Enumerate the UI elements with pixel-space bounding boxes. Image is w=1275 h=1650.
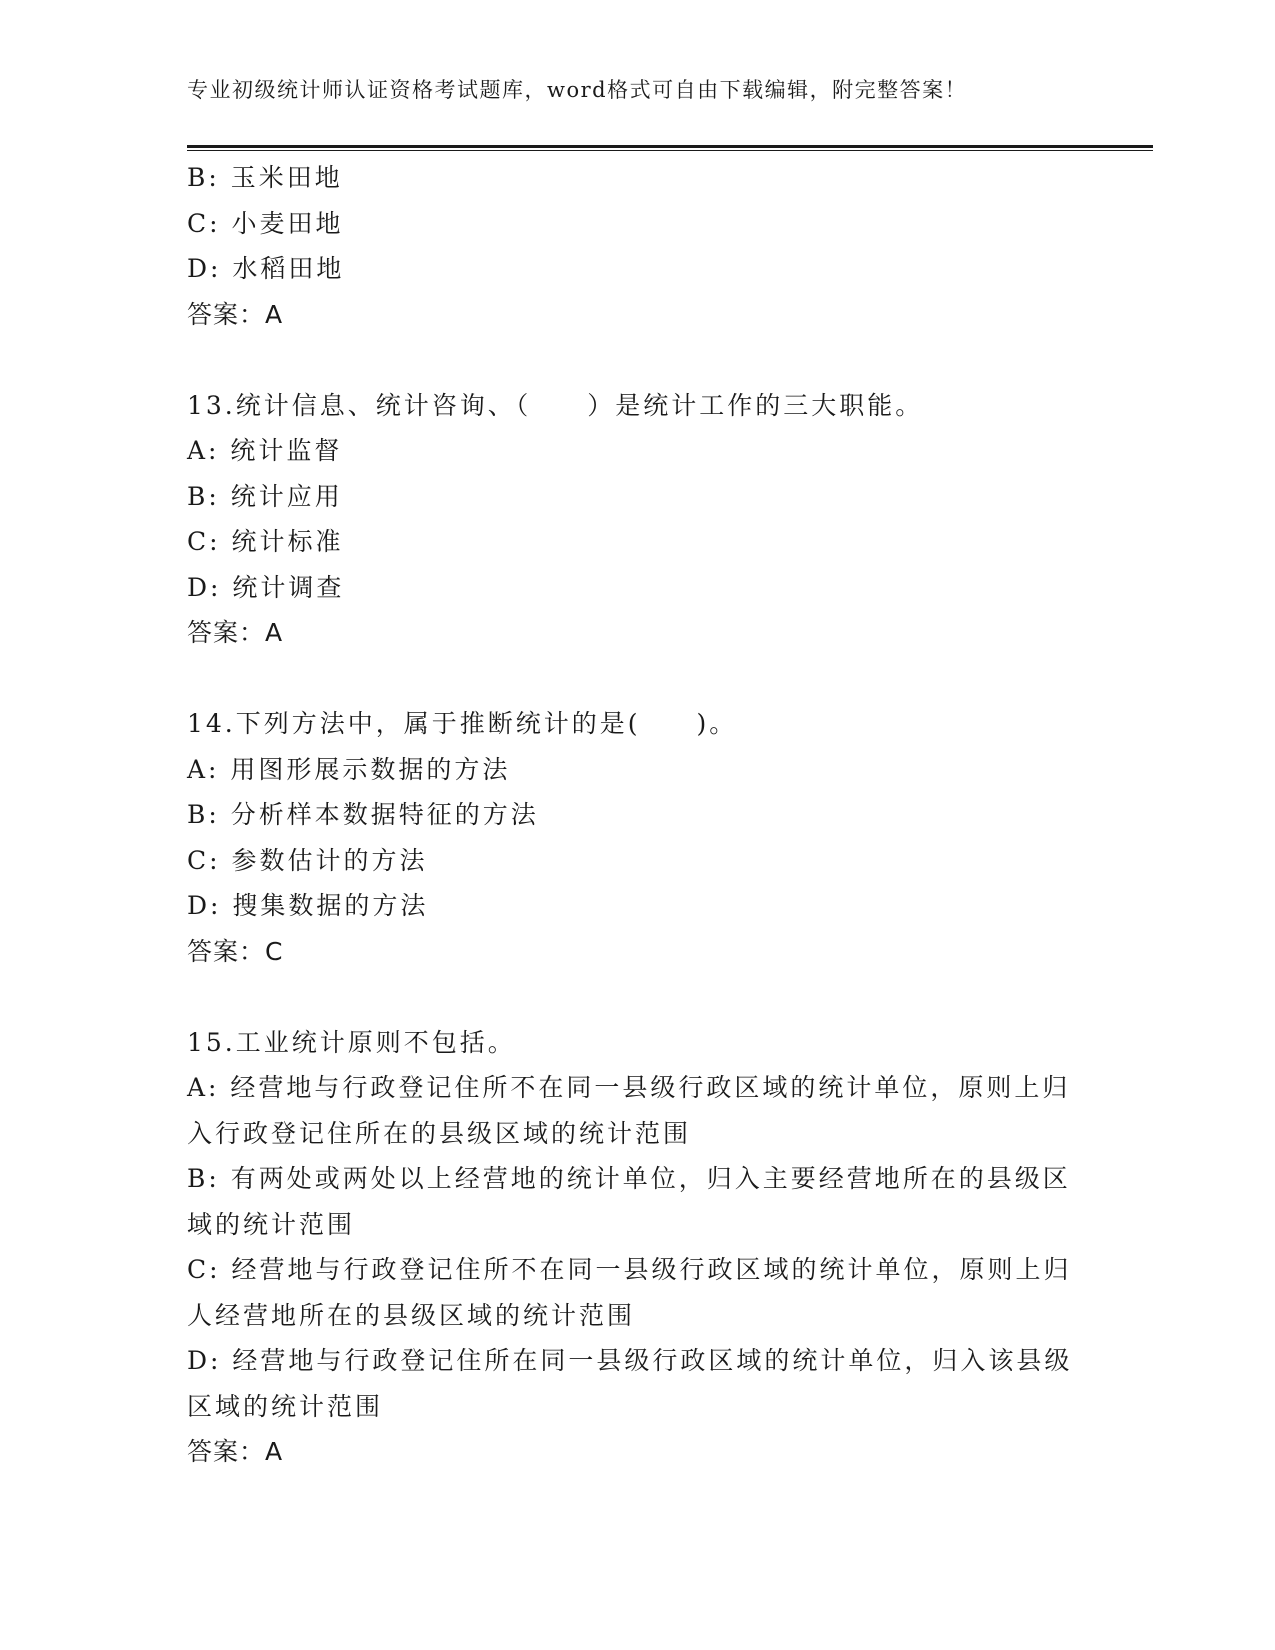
option-d: D: 水稻田地 bbox=[187, 254, 345, 283]
question-12 bbox=[187, 155, 1087, 337]
answer: 答案：A bbox=[187, 618, 284, 647]
spacer bbox=[187, 974, 1087, 1020]
question-14 bbox=[187, 701, 1087, 974]
option-c: C: 小麦田地 bbox=[187, 208, 344, 238]
option-d: D: 经营地与行政登记住所在同一县级行政区域的统计单位，归入该县级区域的统计范围 bbox=[187, 1346, 1073, 1421]
option-b: B: 有两处或两处以上经营地的统计单位，归入主要经营地所在的县级区域的统计范围 bbox=[187, 1164, 1071, 1239]
option-c: C: 经营地与行政登记住所不在同一县级行政区域的统计单位，原则上归人经营地所在的县级区域的统计范围 bbox=[187, 1255, 1072, 1330]
question-stem: 13.统计信息、统计咨询、（ ）是统计工作的三大职能。 bbox=[187, 390, 924, 420]
option-a: A: 经营地与行政登记住所不在同一县级行政区域的统计单位，原则上归入行政登记住所在的县级区域的统计范围 bbox=[187, 1073, 1071, 1148]
option-b: B: 统计应用 bbox=[187, 481, 343, 511]
question-stem: 14.下列方法中，属于推断统计的是( )。 bbox=[187, 709, 738, 738]
question-list bbox=[187, 155, 1087, 1475]
option-d: D: 统计调查 bbox=[187, 572, 345, 602]
spacer bbox=[187, 656, 1087, 702]
answer: 答案：A bbox=[187, 1437, 284, 1466]
option-d: D: 搜集数据的方法 bbox=[187, 891, 429, 920]
option-a: A: 统计监督 bbox=[187, 436, 343, 465]
answer: 答案：A bbox=[187, 299, 284, 329]
header-divider bbox=[187, 145, 1153, 151]
option-c: C: 参数估计的方法 bbox=[187, 845, 428, 875]
option-a: A: 用图形展示数据的方法 bbox=[187, 754, 511, 784]
answer: 答案：C bbox=[187, 936, 284, 966]
option-b: B: 分析样本数据特征的方法 bbox=[187, 800, 539, 829]
option-b: B: 玉米田地 bbox=[187, 163, 343, 192]
option-c: C: 统计标准 bbox=[187, 527, 344, 556]
question-15 bbox=[187, 1020, 1087, 1475]
question-stem: 15.工业统计原则不包括。 bbox=[187, 1027, 516, 1057]
question-13 bbox=[187, 383, 1087, 656]
page-header: 专业初级统计师认证资格考试题库，word格式可自由下载编辑，附完整答案！ bbox=[187, 78, 968, 102]
spacer bbox=[187, 337, 1087, 383]
